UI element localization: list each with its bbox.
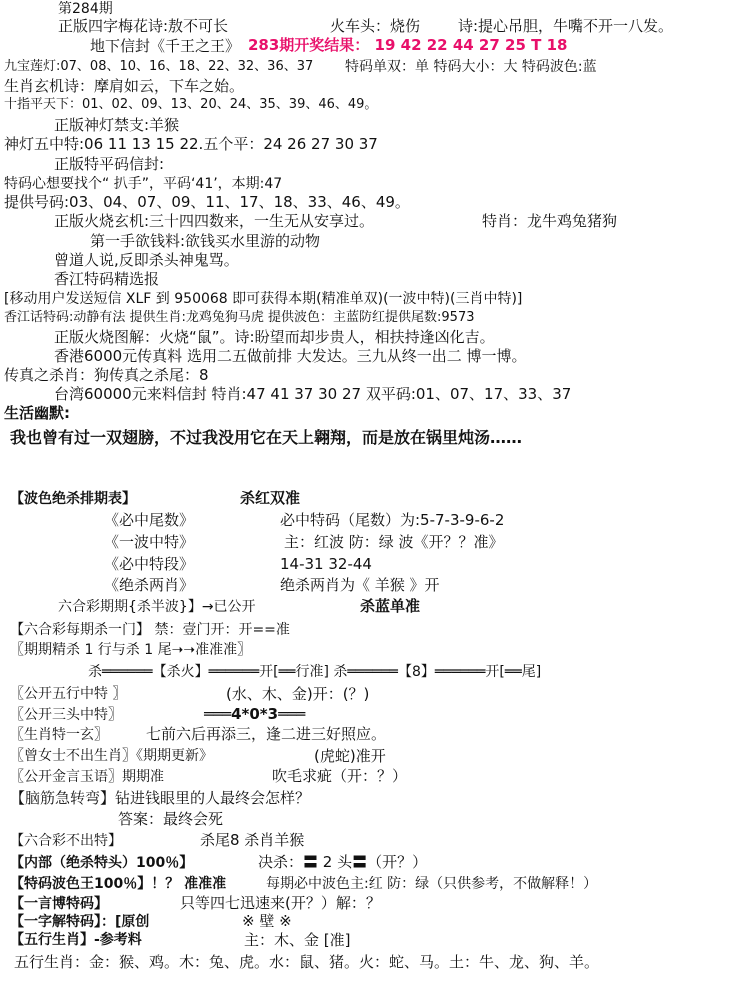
line-humor-title: 生活幽默: [4, 404, 70, 422]
row-jueshan-value: 绝杀两肖为《 羊猴 》开 [280, 576, 440, 594]
row-santou: 〖公开三头中特〗 [10, 707, 122, 723]
line-shizhi: 十指平天下：01、02、09、13、20、24、35、39、46、49。 [4, 97, 378, 112]
row-sha-huo: 杀══════【杀火】══════开[══行准] 杀══════【8】══════开[══尾] [88, 664, 542, 680]
line-underground-envelope: 地下信封《千王之王》 [90, 37, 241, 55]
row-shabanbo-value: 杀蓝单准 [360, 597, 421, 615]
row-bizhong-weishu-value: 必中特码（尾数）为:5-7-3-9-6-2 [280, 511, 505, 529]
line-hongkong-fax: 香港6000元传真料 选用二五做前排 大发达。三九从终一出二 博一博。 [54, 347, 527, 365]
line-poem: 诗:提心吊胆，牛嘴不开一八发。 [458, 17, 674, 35]
line-shendeng-jinzhi: 正版神灯禁支:羊猴 [54, 116, 180, 134]
line-tema-info: 特码单双：单 特码大小：大 特码波色:蓝 [345, 59, 597, 75]
row-santou-value: ═══4*0*3═══ [204, 705, 306, 723]
row-jinyan: 〖公开金言玉语〗期期准 [10, 769, 164, 785]
line-jiubao: 九宝莲灯:07、08、10、16、18、22、32、36、37 [4, 59, 314, 74]
row-shengxiao-yixuan: 〖生肖特一玄〗 [10, 727, 108, 743]
row-naojin: 【脑筋急转弯】钻进钱眼里的人最终会怎样？ [10, 789, 311, 807]
line-tigong-haoma: 提供号码:03、04、07、09、11、17、18、33、46、49。 [4, 193, 410, 211]
issue-number: 第284期 [58, 1, 113, 17]
line-huoshao-tujie: 正版火烧图解：火烧“鼠”。诗:盼望而却步贵人，相扶持逢凶化吉。 [54, 328, 495, 346]
row-bosewang-value: 每期必中波色主:红 防：绿（只供参考，不做解释！） [266, 876, 598, 892]
row-jinyan-value: 吹毛求疵（开：？） [272, 767, 408, 785]
line-diyishou: 第一手欲钱料:欲钱买水里游的动物 [90, 232, 321, 250]
row-yizi: 【一字解特码】：[原创 [10, 914, 150, 930]
row-yizi-value: ※ 壁 ※ [242, 912, 292, 930]
line-tepingma: 正版特平码信封: [54, 155, 165, 173]
row-buchute: 【六合彩不出特】 [10, 833, 122, 849]
row-daan: 答案：最终会死 [118, 810, 224, 828]
row-yibo-value: 主：红波 防：绿 波《开？？准》 [284, 533, 504, 551]
row-wuxing-shengxiao: 五行生肖：金：猴、鸡。木：兔、虎。水：鼠、猪。火：蛇、马。土：牛、龙、狗、羊。 [14, 953, 600, 971]
line-xiangjiang-title: 香江特码精选报 [54, 270, 160, 288]
line-shendeng-five: 神灯五中特:06 11 13 15 22.五个平：24 26 27 30 37 [4, 135, 378, 153]
row-wuxing-zhongte: 〖公开五行中特 〗 [10, 686, 127, 702]
row-bizhong-weishu: 《必中尾数》 [104, 511, 195, 529]
row-bosewang: 【特码波色王100％】！？ 准准准 [10, 876, 227, 892]
line-xiangjiang-hua: 香江话特码:动静有法 提供生肖:龙鸡兔狗马虎 提供波色：主蓝防红提供尾数:9573 [4, 310, 475, 325]
row-sha-yimen: 【六合彩每期杀一门】 禁：壹门开：开==准 [10, 622, 290, 638]
row-neibu: 【内部（绝杀特头）100％】 [10, 855, 194, 871]
line-sms-notice: [移动用户发送短信 XLF 到 950068 即可获得本期(精准单双)(一波中特)(三肖中特)] [4, 291, 523, 307]
line-huochetou: 火车头：烧伤 [330, 17, 421, 35]
line-taiwan: 台湾60000元来料信封 特肖:47 41 37 30 27 双平码:01、07、17、33、37 [54, 385, 572, 403]
row-yibo: 《一波中特》 [104, 533, 195, 551]
row-wuxing-value: 主：木、金 [准] [244, 931, 351, 949]
row-shengxiao-yixuan-value: 七前六后再添三，逢二进三好照应。 [146, 725, 387, 743]
row-wuxing-title: 【五行生肖】-参考料 [10, 932, 142, 948]
row-wuxing-zhongte-value: (水、木、金)开：(？) [226, 685, 370, 703]
line-draw-result: 283期开奖结果： 19 42 22 44 27 25 T 18 [248, 36, 568, 54]
line-huoshao-xuanji: 正版火烧玄机:三十四四数来，一生无从安享过。 [54, 212, 375, 230]
row-buchute-value: 杀尾8 杀肖羊猴 [200, 831, 305, 849]
line-humor-text: 我也曾有过一双翅膀，不过我没用它在天上翱翔，而是放在锅里炖汤…… [10, 428, 523, 447]
row-jueshan: 《绝杀两肖》 [104, 576, 195, 594]
row-bose-title: 【波色绝杀排期表】 [10, 491, 136, 507]
row-yiyan-value: 只等四七迅速来(开？）解：？ [180, 894, 381, 912]
row-yiyan: 【一言博特码】 [10, 896, 108, 912]
row-neibu-value: 决杀：〓 2 头〓（开？） [258, 853, 428, 871]
line-meihua-poem: 正版四字梅花诗:敖不可长 [58, 17, 229, 35]
row-bose-value: 杀红双准 [240, 489, 301, 507]
row-zengnvshi: 〖曾女士不出生肖〗《期期更新》 [10, 748, 213, 764]
line-shengxiao-poem: 生肖玄机诗：摩肩如云，下车之始。 [4, 77, 245, 95]
row-zengnvshi-value: (虎蛇)准开 [314, 747, 386, 765]
line-texiao: 特肖：龙牛鸡兔猪狗 [482, 212, 618, 230]
row-teduan-value: 14-31 32-44 [280, 555, 372, 573]
row-teduan: 《必中特段》 [104, 555, 195, 573]
row-shabanbo: 六合彩期期{杀半波}】→已公开 [58, 599, 256, 615]
line-chuanzhen-kill: 传真之杀肖：狗传真之杀尾：8 [4, 366, 209, 384]
line-zengdaoren: 曾道人说,反即杀头神鬼骂。 [54, 251, 239, 269]
row-jingsha: 〖期期精杀 1 行与杀 1 尾➝➝准准准〗 [10, 642, 252, 658]
line-tema-xin: 特码心想要找个“ 扒手”，平码‘41’，本期:47 [4, 176, 283, 192]
